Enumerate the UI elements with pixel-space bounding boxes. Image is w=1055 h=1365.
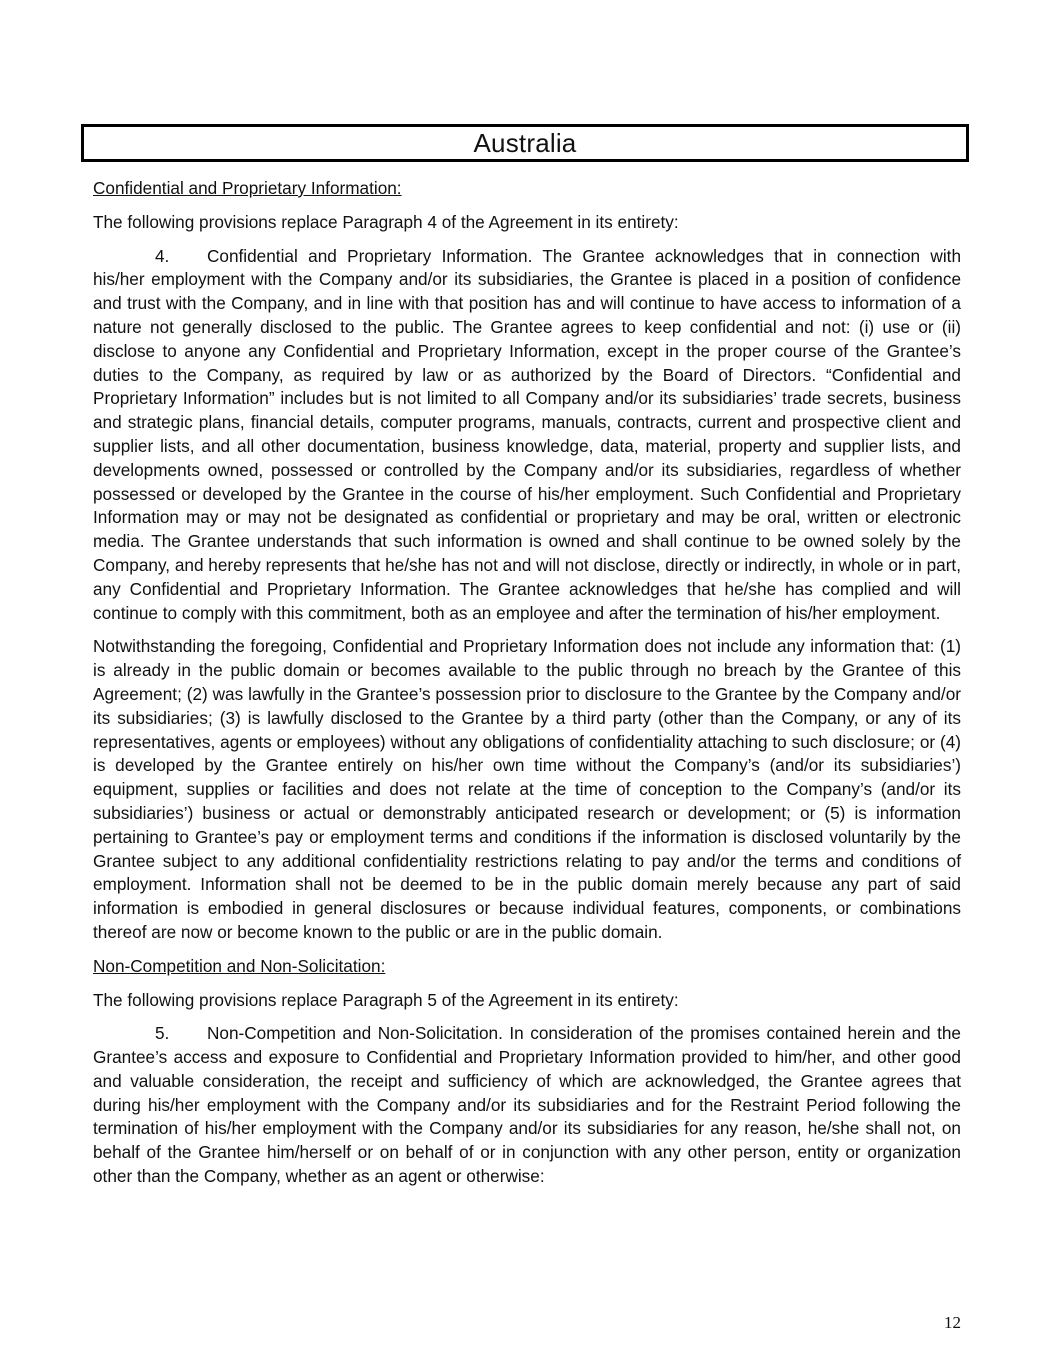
confidential-intro: The following provisions replace Paragraph 4 of the Agreement in its entirety: (93, 211, 679, 232)
paragraph-4-text: Confidential and Proprietary Information. The Grantee acknowledges that in connection with his/her employment with the Company and/or its subsidiaries, the Grantee is placed in a position of confidence and trust with the Company, and in line with that position has and will continue to have access to information of a nature not generally disclosed to the public. The Grantee agrees to keep confidential and not: (i) use or (ii) disclose to anyone any Confidential and Proprietary Information, except in the proper course of the Grantee’s duties to the Company, as required by law or as authorized by the Board of Directors. “Confidential and Proprietary Information” includes but is not limited to all Company and/or its subsidiaries’ trade secrets, business and strategic plans, financial details, computer programs, manuals, contracts, current and prospective client and supplier lists, and all other documentation, business knowledge, data, material, property and supplier lists, and developments owned, possessed or controlled by the Company and/or its subsidiaries, regardless of whether possessed or developed by the Grantee in the course of his/her employment. Such Confidential and Proprietary Information may or may not be designated as confidential or proprietary and may be oral, written or electronic media. The Grantee understands that such information is owned and shall continue to be owned solely by the Company, and hereby represents that he/she has not and will not disclose, directly or indirectly, in whole or in part, any Confidential and Proprietary Information. The Grantee acknowledges that he/she has complied and will continue to comply with this commitment, both as an employee and after the termination of his/her employment. (93, 245, 961, 623)
noncompete-heading: Non-Competition and Non-Solicitation: (93, 955, 386, 976)
paragraph-4-number: 4. (155, 245, 170, 266)
paragraph-5 (93, 1022, 961, 1189)
paragraph-5-number: 5. (155, 1023, 170, 1044)
confidential-heading: Confidential and Proprietary Information: (93, 178, 402, 198)
noncompete-intro: The following provisions replace Paragraph 5 of the Agreement in its entirety: (93, 989, 679, 1010)
section-title: Australia (473, 127, 577, 158)
paragraph-5-text: Non-Competition and Non-Solicitation. In consideration of the promises contained herein and the Grantee’s access and exposure to Confidential and Proprietary Information provided to him/her, and other good and valuable consideration, the receipt and sufficiency of which are acknowledged, the Grantee agrees that during his/her employment with the Company and/or its subsidiaries and for the Restraint Period following the termination of his/her employment with the Company and/or its subsidiaries for any reason, he/she shall not, on behalf of the Grantee him/herself or on behalf of or in conjunction with any other person, entity or organization other than the Company, whether as an agent or otherwise: (93, 1023, 961, 1187)
document-body (93, 177, 961, 1199)
page-number: 12 (944, 1313, 961, 1332)
section-title-box (81, 124, 969, 162)
notwithstanding-paragraph: Notwithstanding the foregoing, Confidential and Proprietary Information does not include any information that: (1) is already in the public domain or becomes available to the public through no breach by the Grantee of this Agreement; (2) was lawfully in the Grantee’s possession prior to disclosure to the Grantee by the Company and/or its subsidiaries; (3) is lawfully disclosed to the Grantee by a third party (other than the Company, or any of its representatives, agents or employees) without any obligations of confidentiality attaching to such disclosure; or (4) is developed by the Grantee entirely on his/her own time without the Company’s (and/or its subsidiaries’) equipment, supplies or facilities and does not relate at the time of conception to the Company’s (and/or its subsidiaries’) business or actual or demonstrably anticipated research or development; or (5) is information pertaining to Grantee’s pay or employment terms and conditions if the information is disclosed voluntarily by the Grantee subject to any additional confidentiality restrictions relating to pay and/or the terms and conditions of employment. Information shall not be deemed to be in the public domain merely because any part of said information is embodied in general disclosures or because individual features, components, or combinations thereof are now or become known to the public or are in the public domain. (93, 636, 961, 942)
paragraph-4 (93, 245, 961, 626)
